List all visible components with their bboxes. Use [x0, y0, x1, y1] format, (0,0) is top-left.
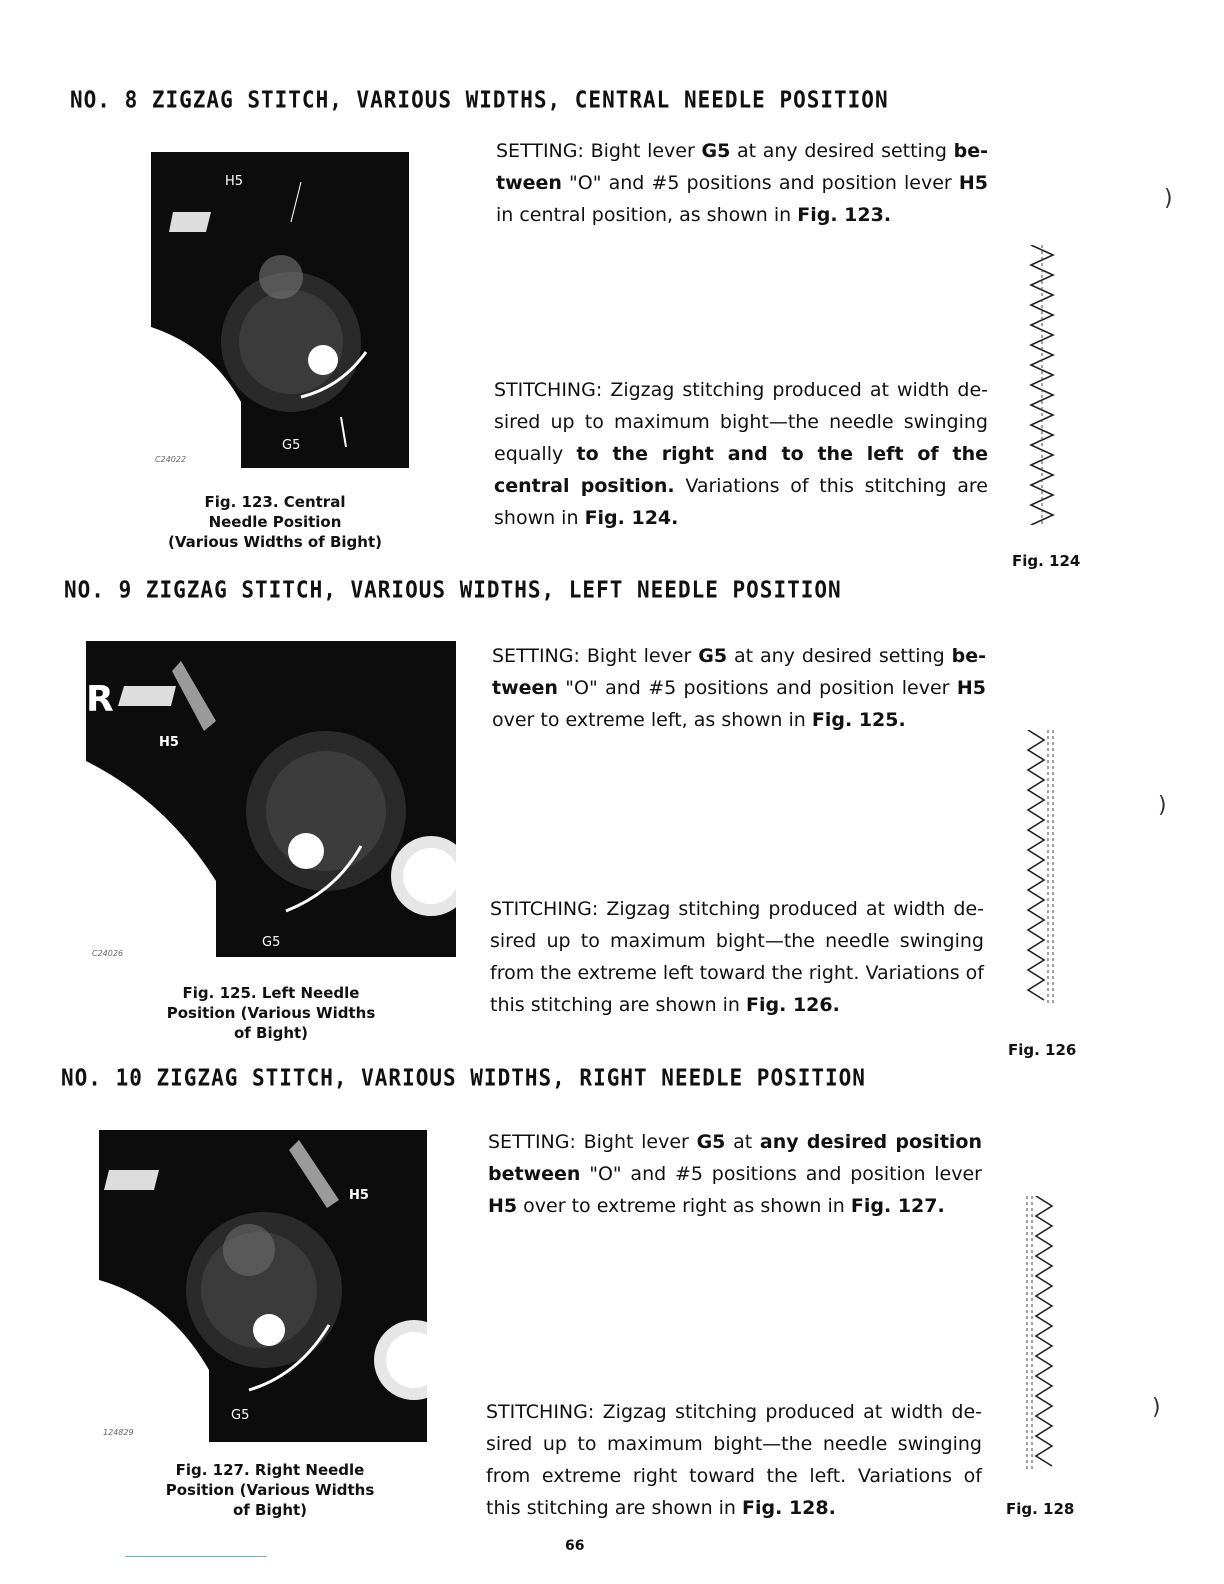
figure-caption: Fig. 123. Central Needle Position (Various Widths of Bight): [168, 493, 382, 551]
margin-mark: ): [1152, 1395, 1161, 1420]
photo-code: 124829: [103, 1428, 134, 1437]
stitching-paragraph: STITCHING: Zigzag stitching produced at width de-sired up to maximum bight—the needle swinging equally to the right and to the left of the central position. Variations of this stitching are shown in Fig. 124.: [494, 379, 989, 529]
stitching-paragraph: STITCHING: Zigzag stitching produced at width de-sired up to maximum bight—the needle swinging from extreme right toward the left. Variations of this stitching are shown in Fig. 128.: [486, 1401, 982, 1519]
lever-label-h5: H5: [225, 174, 244, 189]
lever-label-g5: G5: [231, 1408, 250, 1423]
bight-dial-illustration: [86, 641, 456, 957]
margin-mark: ): [1158, 793, 1167, 818]
stitch-figure-label: Fig. 124: [1012, 552, 1081, 570]
lever-label-g5: G5: [262, 935, 281, 950]
setting-paragraph: SETTING: Bight lever G5 at any desired setting be-tween "O" and #5 positions and position lever H5 over to extreme left, as shown in Fig. 125.: [492, 645, 986, 731]
figure-caption: Fig. 125. Left Needle Position (Various Widths of Bight): [166, 984, 376, 1042]
photo-code: C24026: [92, 949, 124, 958]
stitch-sample-fig126: [1026, 730, 1056, 1006]
stitch-sample-fig128: [1024, 1196, 1054, 1472]
stitch-figure-label: Fig. 126: [1008, 1041, 1077, 1059]
margin-mark: ): [1164, 186, 1173, 211]
lever-label-h5: H5: [349, 1188, 369, 1203]
setting-paragraph: SETTING: Bight lever G5 at any desired setting be-tween "O" and #5 positions and position lever H5 in central position, as shown in Fig. 123.: [496, 140, 988, 226]
figure-caption: Fig. 127. Right Needle Position (Various Widths of Bight): [165, 1461, 375, 1519]
page-number: 66: [565, 1538, 585, 1554]
stitching-paragraph: STITCHING: Zigzag stitching produced at width de-sired up to maximum bight—the needle swinging from the extreme left toward the right. Variations of this stitching are shown in Fig. 126.: [490, 898, 985, 1016]
setting-paragraph: SETTING: Bight lever G5 at any desired position between "O" and #5 positions and position lever H5 over to extreme right as shown in Fig. 127.: [488, 1131, 982, 1217]
lever-label-h5: H5: [159, 735, 179, 750]
machine-photo-fig125: R H5 G5: [86, 641, 456, 957]
bight-dial-illustration: [151, 152, 409, 468]
stitch-sample-fig124: [1027, 245, 1057, 525]
machine-photo-fig127: [99, 1130, 427, 1442]
section-heading-no9: NO. 9 ZIGZAG STITCH, VARIOUS WIDTHS, LEFT NEEDLE POSITION: [64, 576, 842, 604]
bight-dial-illustration: [99, 1130, 427, 1442]
lever-label-g5: G5: [282, 438, 301, 453]
stitch-figure-label: Fig. 128: [1006, 1500, 1075, 1518]
photo-code: C24022: [155, 455, 187, 464]
section-heading-no10: NO. 10 ZIGZAG STITCH, VARIOUS WIDTHS, RIGHT NEEDLE POSITION: [61, 1064, 866, 1092]
section-heading-no8: NO. 8 ZIGZAG STITCH, VARIOUS WIDTHS, CENTRAL NEEDLE POSITION: [70, 86, 889, 114]
machine-photo-fig123: [151, 152, 409, 468]
footer-rule: [125, 1556, 267, 1557]
